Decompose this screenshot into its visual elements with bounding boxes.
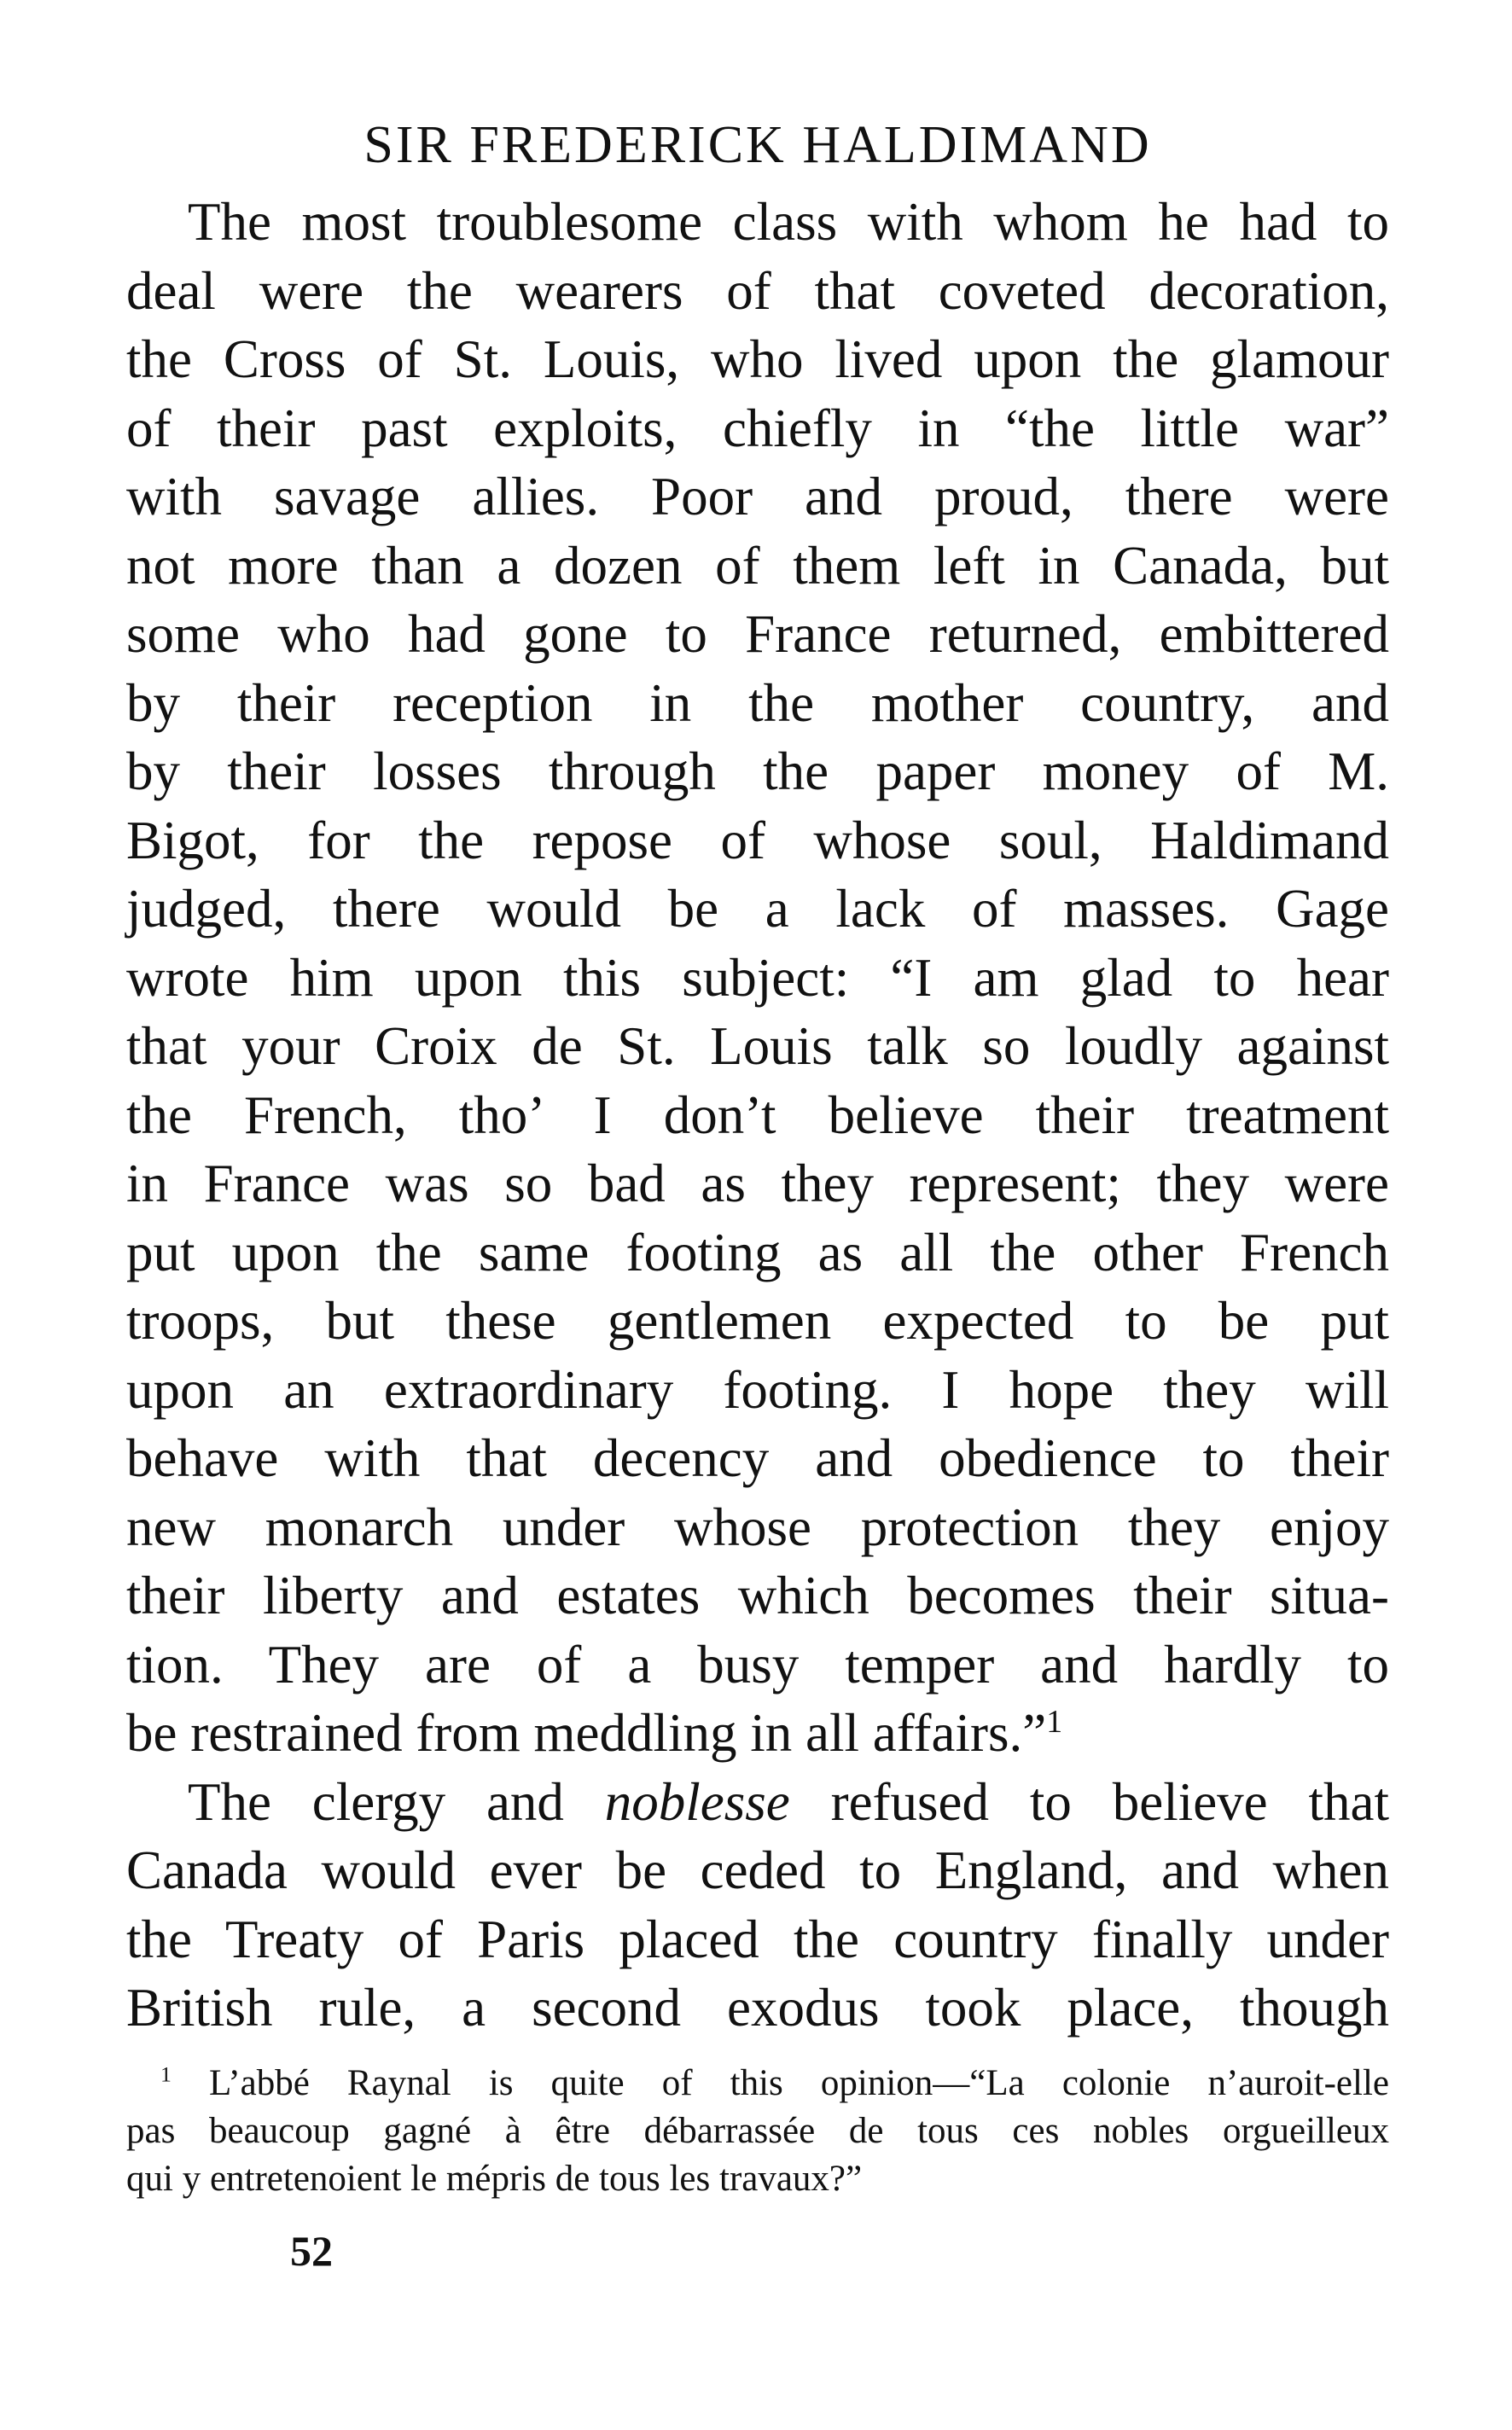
- italic-word: noblesse: [604, 1771, 790, 1832]
- footnote-line: [126, 2060, 1389, 2107]
- paragraph-2: [126, 1768, 1389, 2043]
- text-line: some who had gone to France returned, embittered: [126, 604, 1389, 664]
- footnote-marker: 1: [160, 2061, 172, 2087]
- text-line: Bigot, for the repose of whose soul, Haldimand: [126, 810, 1389, 870]
- text-line: their liberty and estates which becomes their situa-: [126, 1566, 1389, 1625]
- book-page: [126, 102, 1389, 2276]
- text-line: the Treaty of Paris placed the country finally under: [126, 1909, 1389, 1969]
- text-line: with savage allies. Poor and proud, there were: [126, 467, 1389, 526]
- text-line: in France was so bad as they represent; they were: [126, 1154, 1389, 1213]
- running-head: SIR FREDERICK HALDIMAND: [363, 116, 1152, 174]
- footnote-text: L’abbé Raynal is quite of this opinion—“La colonie n’auroit-elle: [209, 2062, 1389, 2103]
- text-line: deal were the wearers of that coveted decoration,: [126, 260, 1389, 321]
- text-line: behave with that decency and obedience to their: [126, 1428, 1389, 1488]
- footnote-line: qui y entretenoient le mépris de tous les travaux?”: [126, 2158, 863, 2199]
- text-line: The most troublesome class with whom he had to: [188, 192, 1389, 252]
- footnote: [126, 2060, 1389, 2203]
- text-line: by their reception in the mother country, and: [126, 672, 1389, 733]
- footnote-reference: 1: [1046, 1704, 1063, 1740]
- text-line: of their past exploits, chiefly in “the little war”: [126, 398, 1389, 458]
- text-line: that your Croix de St. Louis talk so loudly against: [126, 1016, 1389, 1076]
- page-number: 52: [290, 2226, 333, 2275]
- text-line: wrote him upon this subject: “I am glad to hear: [126, 947, 1389, 1008]
- text-line-content: be restrained from meddling in all affairs.”: [126, 1703, 1047, 1763]
- text-line: [126, 1699, 1389, 1768]
- text-line: judged, there would be a lack of masses. Gage: [126, 879, 1389, 939]
- text-line: the French, tho’ I don’t believe their treatment: [126, 1084, 1389, 1145]
- text-fragment: refused to believe that: [789, 1771, 1389, 1832]
- text-line: by their losses through the paper money of M.: [126, 741, 1389, 801]
- text-fragment: The clergy and: [188, 1771, 605, 1832]
- text-line: [126, 1768, 1389, 1837]
- text-line: put upon the same footing as all the other French: [126, 1222, 1389, 1282]
- text-line: British rule, a second exodus took place, though: [126, 1978, 1389, 2038]
- text-line: upon an extraordinary footing. I hope they will: [126, 1359, 1389, 1420]
- text-line: troops, but these gentlemen expected to be put: [126, 1291, 1389, 1351]
- text-line: the Cross of St. Louis, who lived upon the glamour: [126, 329, 1389, 389]
- text-line: Canada would ever be ceded to England, and when: [126, 1840, 1389, 1900]
- paragraph-1: [126, 188, 1389, 1768]
- text-line: not more than a dozen of them left in Canada, but: [126, 535, 1389, 596]
- footnote-line: pas beaucoup gagné à être débarrassée de tous ces nobles orgueilleux: [126, 2110, 1389, 2151]
- text-line: new monarch under whose protection they enjoy: [126, 1497, 1389, 1557]
- text-line: tion. They are of a busy temper and hardly to: [126, 1634, 1389, 1695]
